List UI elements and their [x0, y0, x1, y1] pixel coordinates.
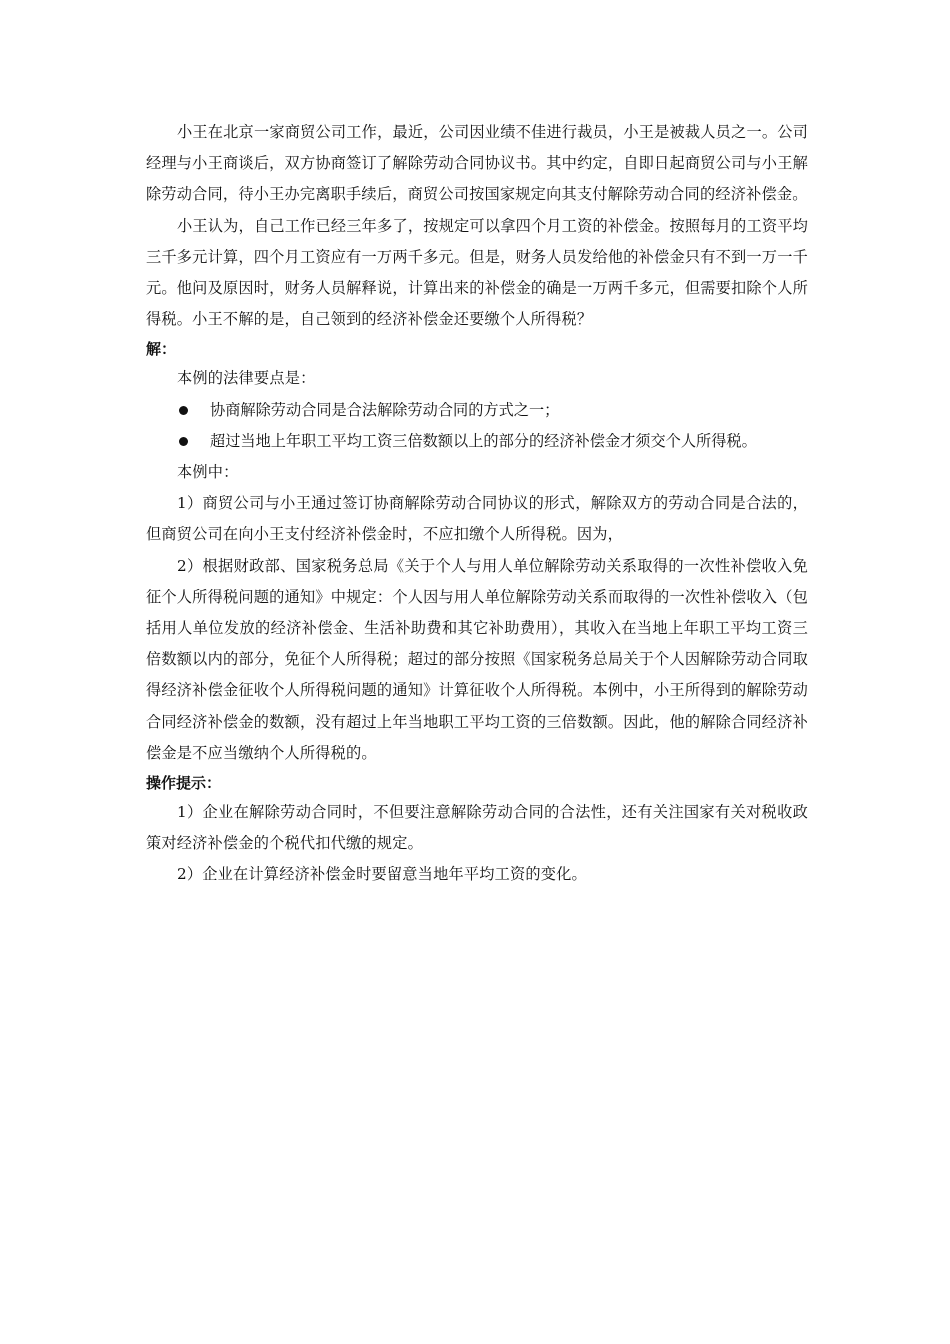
- bullet-text: 超过当地上年职工平均工资三倍数额以上的部分的经济补偿金才须交个人所得税。: [210, 431, 757, 450]
- solution-intro: 本例的法律要点是：: [177, 369, 316, 388]
- tip-point-1: 1）企业在解除劳动合同时，不但要注意解除劳动合同的合法性，还有关注国家有关对税收政策对经济补偿金的个税代扣代缴的规定。: [146, 803, 808, 853]
- case-intro: 本例中：: [177, 463, 239, 482]
- solution-point-1: 1）商贸公司与小王通过签订协商解除劳动合同协议的形式，解除双方的劳动合同是合法的，但商贸公司在向小王支付经济补偿金时，不应扣缴个人所得税。因为，: [146, 494, 808, 544]
- case-paragraph-1: 小王在北京一家商贸公司工作，最近，公司因业绩不佳进行裁员，小王是被裁人员之一。公司经理与小王商谈后，双方协商签订了解除劳动合同协议书。其中约定，自即日起商贸公司与小王解除劳动合同，待小王办完离职手续后，商贸公司按国家规定向其支付解除劳动合同的经济补偿金。: [146, 123, 808, 204]
- bullet-dot-icon: [179, 406, 188, 415]
- case-paragraph-2: 小王认为，自己工作已经三年多了，按规定可以拿四个月工资的补偿金。按照每月的工资平均三千多元计算，四个月工资应有一万两千多元。但是，财务人员发给他的补偿金只有不到一万一千元。他问及原因时，财务人员解释说，计算出来的补偿金的确是一万两千多元，但需要扣除个人所得税。小王不解的是，自己领到的经济补偿金还要缴个人所得税？: [146, 216, 808, 329]
- tips-heading: 操作提示：: [146, 774, 222, 793]
- bullet-item: [146, 426, 808, 457]
- solution-point-2: 2）根据财政部、国家税务总局《关于个人与用人单位解除劳动关系取得的一次性补偿收入免征个人所得税问题的通知》中规定：个人因与用人单位解除劳动关系而取得的一次性补偿收入（包括用人单位发放的经济补偿金、生活补助费和其它补助费用），其收入在当地上年职工平均工资三倍数额以内的部分，免征个人所得税；超过的部分按照《国家税务总局关于个人因解除劳动合同取得经济补偿金征收个人所得税问题的通知》计算征收个人所得税。本例中，小王所得到的解除劳动合同经济补偿金的数额，没有超过上年当地职工平均工资的三倍数额。因此，他的解除合同经济补偿金是不应当缴纳个人所得税的。: [146, 556, 808, 762]
- bullet-text: 协商解除劳动合同是合法解除劳动合同的方式之一；: [210, 400, 560, 419]
- bullet-item: [146, 395, 808, 426]
- bullet-dot-icon: [179, 437, 188, 446]
- solution-heading: 解：: [146, 340, 177, 359]
- document-page: [146, 117, 808, 891]
- tip-point-2: 2）企业在计算经济补偿金时要留意当地年平均工资的变化。: [177, 865, 587, 884]
